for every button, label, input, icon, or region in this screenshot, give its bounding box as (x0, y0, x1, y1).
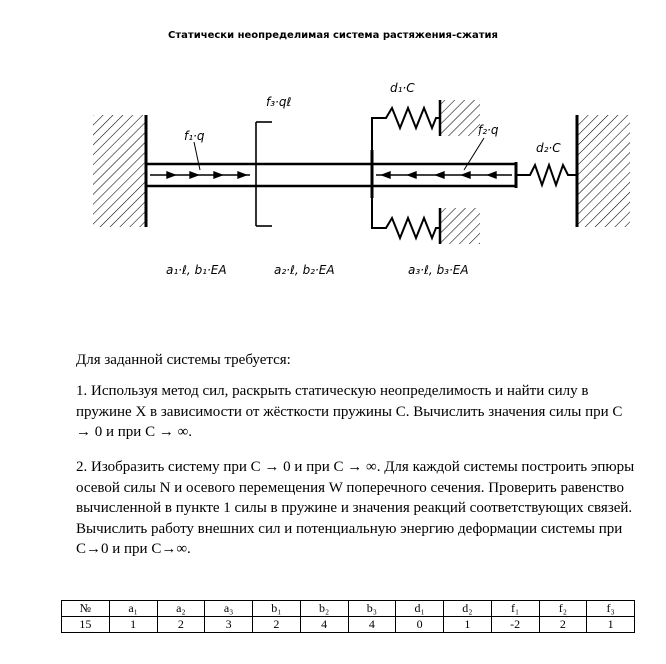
parameters-table (61, 600, 635, 633)
spring-bottom (372, 198, 440, 238)
label-d2: d₂·C (536, 141, 561, 155)
table-row (62, 617, 635, 633)
table-cell: 4 (300, 617, 348, 633)
label-d1: d₁·C (390, 81, 415, 95)
top-support (440, 100, 480, 136)
table-header-cell: d₂ (444, 601, 492, 617)
bottom-support (440, 208, 480, 244)
table-header-cell: a₁ (109, 601, 157, 617)
table-header-cell: a₃ (205, 601, 253, 617)
task-item-2: 2. Изобразить систему при C → 0 и при C → ∞. Для каждой системы построить эпюры осевой силы N и осевого перемещения W поперечного сечения. Проверить равенство вычисленной в пункте 1 силы в пружине и значения реакций соответствующих связей. Вычислить работу внешних сил и потенциальную энергию деформации системы при C→0 и при C→∞. (76, 459, 635, 557)
label-seg1: a₁·ℓ, b₁·EA (166, 263, 227, 277)
table-header-cell: b₂ (300, 601, 348, 617)
table-cell: 4 (348, 617, 396, 633)
table-header-cell: a₂ (157, 601, 205, 617)
table-cell: -2 (491, 617, 539, 633)
right-wall (577, 115, 630, 227)
rod (146, 150, 516, 198)
table-cell: 1 (109, 617, 157, 633)
page-title: Статически неопределимая система растяжения-сжатия (168, 30, 498, 41)
distributed-load-f2 (376, 172, 512, 178)
section-line (256, 122, 272, 226)
table-header-cell: f₁ (491, 601, 539, 617)
table-cell: 2 (157, 617, 205, 633)
table-header-row (62, 601, 635, 617)
table-cell: 2 (539, 617, 587, 633)
table-cell: 1 (444, 617, 492, 633)
table-cell: 3 (205, 617, 253, 633)
table-cell: 2 (253, 617, 301, 633)
table-header-cell: № (62, 601, 110, 617)
task-item-1: 1. Используя метод сил, раскрыть статическую неопределимость и найти силу в пружине X в зависимости от жёсткости пружины C. Вычислить значения силы при C → 0 и при C → ∞. (76, 383, 623, 440)
f1-leader (194, 142, 200, 170)
table-cell: 0 (396, 617, 444, 633)
label-f3: f₃·qℓ (266, 95, 292, 109)
table-header-cell: f₂ (539, 601, 587, 617)
table-header-cell: f₃ (587, 601, 635, 617)
label-seg2: a₂·ℓ, b₂·EA (274, 263, 335, 277)
left-wall (93, 115, 146, 227)
spring-top (372, 108, 440, 150)
distributed-load-f1 (150, 172, 250, 178)
table-header-cell: b₁ (253, 601, 301, 617)
label-f2: f₂·q (478, 123, 499, 137)
spring-right (516, 165, 577, 185)
label-f1: f₁·q (184, 129, 205, 143)
label-seg3: a₃·ℓ, b₃·EA (408, 263, 469, 277)
structural-diagram (0, 0, 666, 300)
table-header-cell: d₁ (396, 601, 444, 617)
task-intro: Для заданной системы требуется: (76, 352, 291, 368)
table-header-cell: b₃ (348, 601, 396, 617)
table-cell: 1 (587, 617, 635, 633)
table-cell: 15 (62, 617, 110, 633)
